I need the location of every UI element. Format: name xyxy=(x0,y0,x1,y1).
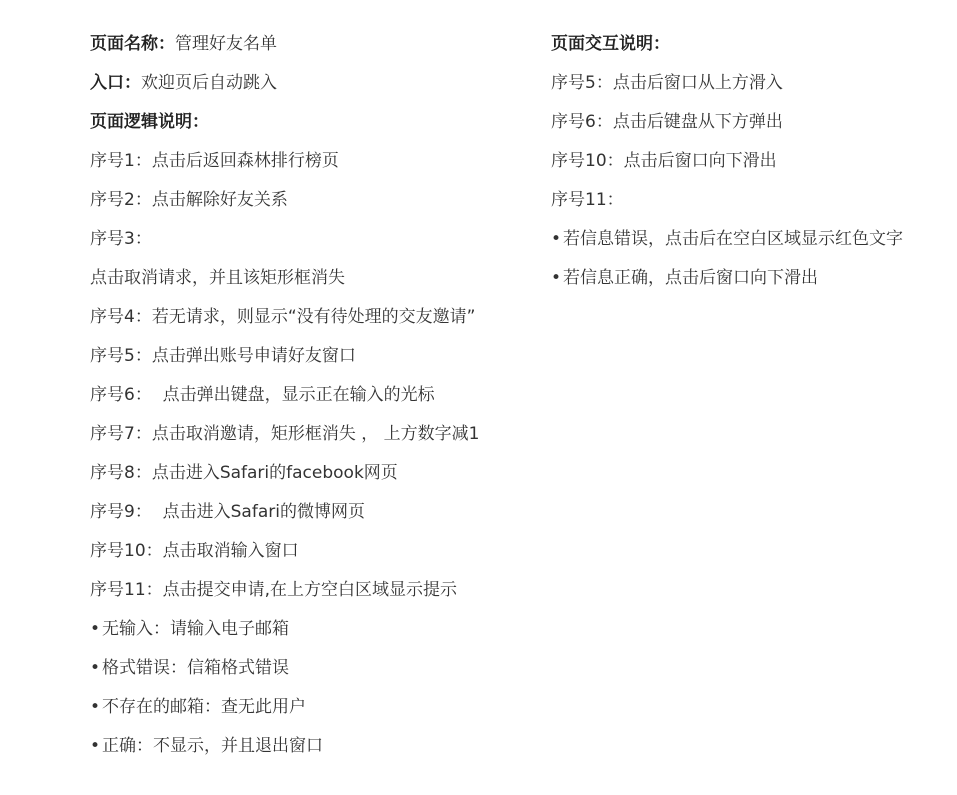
logic-item: 序号10：点击取消输入窗口 xyxy=(90,541,299,561)
entry-line xyxy=(90,67,530,106)
logic-bullet: • 正确：不显示，并且退出窗口 xyxy=(90,730,530,769)
logic-item: 序号6： 点击弹出键盘，显示正在输入的光标 xyxy=(90,385,435,405)
logic-item: 序号11：点击提交申请,在上方空白区域显示提示 xyxy=(90,580,458,600)
logic-item: 序号3： xyxy=(90,229,152,249)
interaction-bullet: • 若信息错误，点击后在空白区域显示红色文字 xyxy=(551,223,951,262)
logic-item: 序号4：若无请求，则显示“没有待处理的交友邀请” xyxy=(90,307,476,327)
entry-value: 欢迎页后自动跳入 xyxy=(141,73,277,93)
logic-bullet: • 格式错误：信箱格式错误 xyxy=(90,652,530,691)
interaction-column xyxy=(551,28,951,301)
logic-bullet: • 无输入：请输入电子邮箱 xyxy=(90,613,530,652)
logic-item: 序号5：点击弹出账号申请好友窗口 xyxy=(90,346,356,366)
logic-bullet: • 不存在的邮箱：查无此用户 xyxy=(90,691,530,730)
logic-item: 序号9： 点击进入Safari的微博网页 xyxy=(90,502,365,522)
interaction-heading: 页面交互说明： xyxy=(551,34,670,54)
logic-item: 序号2：点击解除好友关系 xyxy=(90,190,288,210)
page-name-line xyxy=(90,28,530,67)
logic-heading: 页面逻辑说明： xyxy=(90,112,209,132)
interaction-item: 序号10：点击后窗口向下滑出 xyxy=(551,151,777,171)
interaction-item: 序号6：点击后键盘从下方弹出 xyxy=(551,112,783,132)
page-logic-column xyxy=(90,28,530,769)
logic-item: 序号1：点击后返回森林排行榜页 xyxy=(90,151,339,171)
logic-item: 序号8：点击进入Safari的facebook网页 xyxy=(90,463,398,483)
logic-item: 序号7：点击取消邀请，矩形框消失 ， 上方数字减1 xyxy=(90,424,480,444)
interaction-item: 序号5：点击后窗口从上方滑入 xyxy=(551,73,783,93)
interaction-item: 序号11： xyxy=(551,190,624,210)
entry-label: 入口： xyxy=(90,73,141,93)
page-name-label: 页面名称： xyxy=(90,34,175,54)
page-name-value: 管理好友名单 xyxy=(175,34,277,54)
interaction-bullet: • 若信息正确，点击后窗口向下滑出 xyxy=(551,262,951,301)
logic-item: 点击取消请求，并且该矩形框消失 xyxy=(90,268,345,288)
